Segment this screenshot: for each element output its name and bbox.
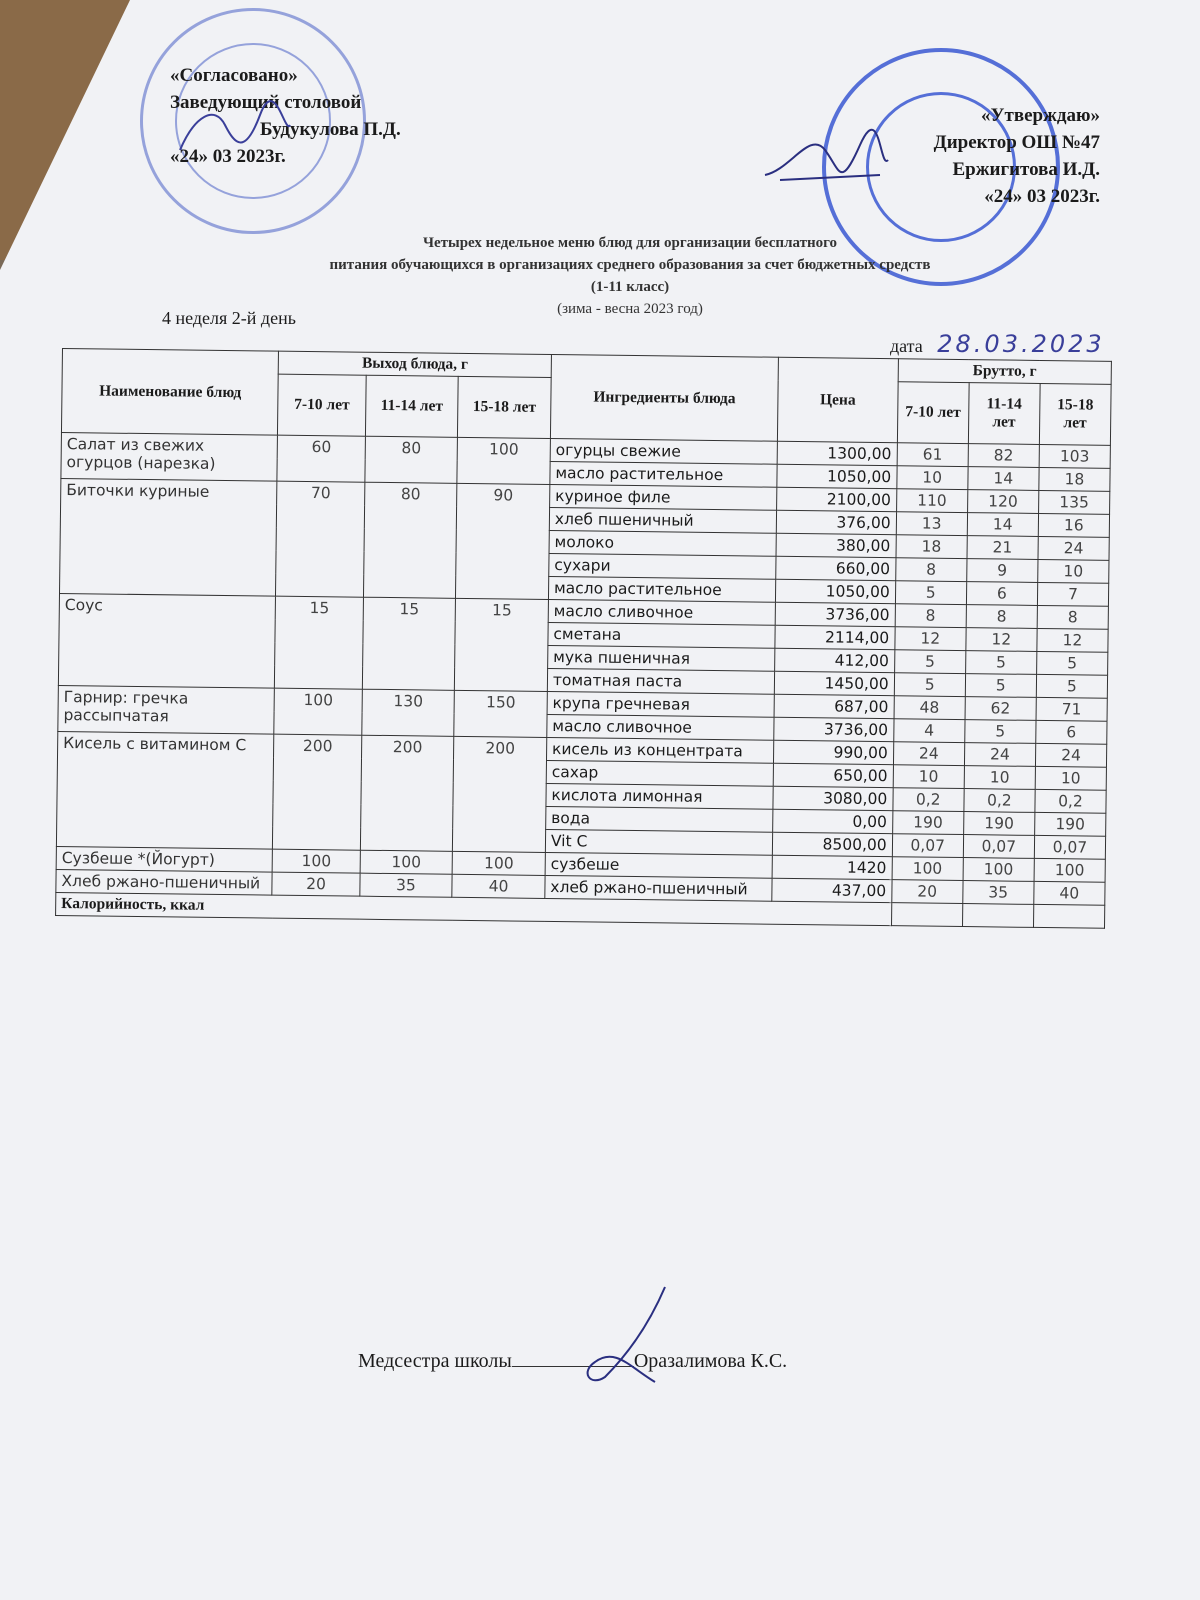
nurse-label: Медсестра школы — [358, 1350, 512, 1372]
dish-name: Гарнир: гречка рассыпчатая — [58, 685, 275, 734]
ingredient-price: 3736,00 — [774, 717, 894, 741]
dish-output-value: 60 — [277, 435, 365, 482]
brutto-value: 6 — [966, 582, 1037, 606]
brutto-value: 10 — [893, 765, 964, 789]
ingredient-name: хлеб пшеничный — [549, 507, 776, 533]
ingredient-price: 990,00 — [774, 740, 894, 764]
dish-output-value: 90 — [456, 483, 550, 599]
approval-right-line3: Ержигитова И.Д. — [952, 159, 1100, 180]
dish-output-value: 100 — [457, 437, 550, 484]
dish-output-value: 100 — [273, 849, 361, 873]
dish-output-value: 200 — [453, 736, 547, 852]
ingredient-price: 437,00 — [772, 878, 892, 902]
dish-name: Соус — [58, 593, 276, 688]
ingredient-name: сузбеше — [545, 852, 772, 878]
title-season: (зима - весна 2023 год) — [557, 301, 703, 317]
brutto-value: 5 — [1036, 674, 1107, 698]
dish-name: Салат из свежих огурцов (нарезка) — [61, 432, 278, 481]
ingredient-name: хлеб ржано-пшеничный — [545, 875, 772, 901]
menu-table — [55, 348, 1112, 929]
brutto-value: 10 — [964, 766, 1035, 790]
brutto-value: 18 — [896, 535, 967, 559]
brutto-value: 71 — [1036, 697, 1107, 721]
brutto-value: 110 — [896, 489, 967, 513]
brutto-value: 21 — [967, 536, 1038, 560]
ingredient-price: 412,00 — [775, 648, 895, 672]
ingredient-name: сухари — [549, 553, 776, 579]
brutto-value: 100 — [963, 858, 1034, 882]
dish-output-value: 15 — [362, 597, 456, 690]
menu-table-head — [61, 349, 1111, 446]
ingredient-name: молоко — [549, 530, 776, 556]
date-block — [890, 330, 1105, 358]
dish-output-value: 80 — [365, 436, 458, 483]
brutto-value: 7 — [1037, 582, 1108, 606]
dish-output-value: 100 — [274, 688, 362, 735]
signature-nurse — [560, 1282, 680, 1392]
header-output: Выход блюда, г — [279, 351, 552, 377]
title-line2: питания обучающихся в организациях среднего образования за счет бюджетных средств — [329, 257, 931, 273]
brutto-value: 5 — [965, 674, 1036, 698]
ingredient-name: мука пшеничная — [548, 645, 775, 671]
header-brutto-age1: 7-10 лет — [897, 382, 969, 444]
week-day: 4 неделя 2-й день — [162, 308, 296, 328]
ingredient-price: 380,00 — [776, 533, 896, 557]
header-output-age2: 11-14 лет — [365, 375, 458, 437]
dish-output-value: 100 — [360, 850, 453, 874]
brutto-value: 16 — [1038, 513, 1109, 537]
brutto-value: 5 — [895, 581, 966, 605]
dish-output-value: 40 — [452, 874, 545, 898]
title-line3: (1-11 класс) — [590, 279, 670, 295]
brutto-value: 24 — [1038, 536, 1109, 560]
brutto-value: 0,2 — [964, 789, 1035, 813]
dish-name: Биточки куриные — [60, 478, 278, 596]
ingredient-price: 687,00 — [774, 694, 894, 718]
brutto-value: 5 — [965, 651, 1036, 675]
dish-name: Кисель с витамином С — [56, 731, 274, 849]
brutto-value: 20 — [891, 880, 962, 904]
header-price: Цена — [778, 357, 899, 442]
ingredient-price: 1050,00 — [777, 464, 897, 488]
header-ingredients: Ингредиенты блюда — [550, 354, 778, 441]
ingredient-price: 2100,00 — [777, 487, 897, 511]
brutto-value: 10 — [1035, 766, 1106, 790]
ingredient-price: 8500,00 — [773, 832, 893, 856]
brutto-value: 61 — [897, 443, 968, 467]
calories-cell — [891, 903, 962, 927]
dish-name: Сузбеше *(Йогурт) — [56, 846, 273, 872]
brutto-value: 5 — [965, 720, 1036, 744]
ingredient-name: томатная паста — [547, 668, 774, 694]
brutto-value: 6 — [1036, 720, 1107, 744]
ingredient-name: кисель из концентрата — [546, 737, 773, 763]
date-label: дата — [890, 336, 923, 356]
dish-output-value: 80 — [363, 482, 457, 598]
brutto-value: 18 — [1039, 467, 1110, 491]
header-brutto: Брутто, г — [898, 359, 1112, 385]
brutto-value: 0,07 — [963, 835, 1034, 859]
ingredient-price: 1420 — [772, 855, 892, 879]
ingredient-price: 376,00 — [776, 510, 896, 534]
dish-output-value: 200 — [273, 734, 362, 850]
signature-right — [760, 120, 890, 200]
dish-output-value: 20 — [272, 872, 360, 896]
ingredient-price: 0,00 — [773, 809, 893, 833]
ingredient-name: масло сливочное — [547, 714, 774, 740]
header-output-age3: 15-18 лет — [458, 376, 551, 438]
brutto-value: 8 — [1037, 605, 1108, 629]
brutto-value: 5 — [894, 673, 965, 697]
brutto-value: 0,07 — [892, 834, 963, 858]
ingredient-name: огурцы свежие — [550, 438, 777, 464]
brutto-value: 0,2 — [1035, 789, 1106, 813]
ingredient-name: куриное филе — [550, 484, 777, 510]
dish-output-value: 70 — [276, 481, 365, 597]
menu-title — [150, 232, 1110, 320]
brutto-value: 12 — [895, 627, 966, 651]
title-line1: Четырех недельное меню блюд для организации бесплатного — [422, 235, 838, 251]
brutto-value: 40 — [1034, 881, 1105, 905]
ingredient-name: масло растительное — [548, 576, 775, 602]
dish-output-value: 35 — [360, 873, 453, 897]
brutto-value: 190 — [892, 811, 963, 835]
brutto-value: 35 — [963, 881, 1034, 905]
ingredient-name: сахар — [546, 760, 773, 786]
brutto-value: 10 — [897, 466, 968, 490]
signature-left — [175, 95, 295, 165]
ingredient-price: 650,00 — [773, 763, 893, 787]
brutto-value: 120 — [967, 490, 1038, 514]
dish-output-value: 15 — [275, 596, 363, 689]
ingredient-price: 660,00 — [776, 556, 896, 580]
date-value: 28.03.2023 — [937, 330, 1105, 358]
ingredient-price: 1050,00 — [776, 579, 896, 603]
dish-output-value: 150 — [454, 690, 547, 737]
dish-name: Хлеб ржано-пшеничный — [56, 869, 273, 895]
brutto-value: 0,07 — [1034, 835, 1105, 859]
ingredient-name: масло сливочное — [548, 599, 775, 625]
brutto-value: 48 — [894, 696, 965, 720]
approval-right-block — [870, 102, 1100, 210]
ingredient-name: кислота лимонная — [546, 783, 773, 809]
header-output-age1: 7-10 лет — [278, 374, 366, 436]
approval-left-line1: «Согласовано» — [170, 65, 298, 86]
brutto-value: 14 — [968, 467, 1039, 491]
brutto-value: 12 — [966, 628, 1037, 652]
ingredient-name: Vit C — [545, 829, 772, 855]
brutto-value: 135 — [1038, 490, 1109, 514]
dish-output-value: 200 — [360, 735, 454, 851]
brutto-value: 14 — [967, 513, 1038, 537]
approval-left-line4: «24» 03 2023г. — [170, 146, 286, 167]
calories-cell — [962, 904, 1033, 928]
brutto-value: 9 — [966, 559, 1037, 583]
brutto-value: 190 — [1034, 812, 1105, 836]
brutto-value: 13 — [896, 512, 967, 536]
ingredient-price: 1300,00 — [777, 441, 897, 465]
brutto-value: 5 — [1036, 651, 1107, 675]
brutto-value: 103 — [1039, 444, 1110, 468]
ingredient-price: 3080,00 — [773, 786, 893, 810]
ingredient-name: масло растительное — [550, 461, 777, 487]
brutto-value: 100 — [1034, 858, 1105, 882]
approval-right-line1: «Утверждаю» — [981, 105, 1100, 126]
approval-left-line3: Будукулова П.Д. — [260, 119, 401, 140]
menu-table-body — [56, 432, 1111, 905]
brutto-value: 10 — [1038, 559, 1109, 583]
brutto-value: 100 — [892, 857, 963, 881]
brutto-value: 4 — [893, 719, 964, 743]
ingredient-price: 2114,00 — [775, 625, 895, 649]
ingredient-price: 1450,00 — [774, 671, 894, 695]
brutto-value: 24 — [964, 743, 1035, 767]
brutto-value: 82 — [968, 444, 1039, 468]
approval-right-line2: Директор ОШ №47 — [933, 132, 1100, 153]
ingredient-price: 3736,00 — [775, 602, 895, 626]
brutto-value: 8 — [895, 558, 966, 582]
brutto-value: 0,2 — [893, 788, 964, 812]
approval-right-line4: «24» 03 2023г. — [984, 186, 1100, 207]
brutto-value: 24 — [893, 742, 964, 766]
ingredient-name: сметана — [548, 622, 775, 648]
ingredient-name: вода — [546, 806, 773, 832]
brutto-value: 8 — [895, 604, 966, 628]
calories-label: Калорийность, ккал — [56, 892, 892, 925]
header-dish: Наименование блюд — [61, 349, 278, 436]
dish-output-value: 100 — [452, 851, 545, 875]
header-brutto-age3: 15-18 лет — [1039, 383, 1111, 445]
brutto-value: 190 — [963, 812, 1034, 836]
dish-output-value: 15 — [455, 598, 549, 691]
approval-left-line2: Заведующий столовой — [170, 92, 362, 113]
brutto-value: 5 — [894, 650, 965, 674]
brutto-value: 24 — [1035, 743, 1106, 767]
dish-output-value: 130 — [361, 689, 454, 736]
ingredient-name: крупа гречневая — [547, 691, 774, 717]
calories-cell — [1033, 904, 1104, 928]
header-brutto-age2: 11-14 лет — [968, 383, 1040, 445]
brutto-value: 12 — [1037, 628, 1108, 652]
brutto-value: 62 — [965, 697, 1036, 721]
brutto-value: 8 — [966, 605, 1037, 629]
nurse-name: Оразалимова К.С. — [633, 1350, 788, 1372]
